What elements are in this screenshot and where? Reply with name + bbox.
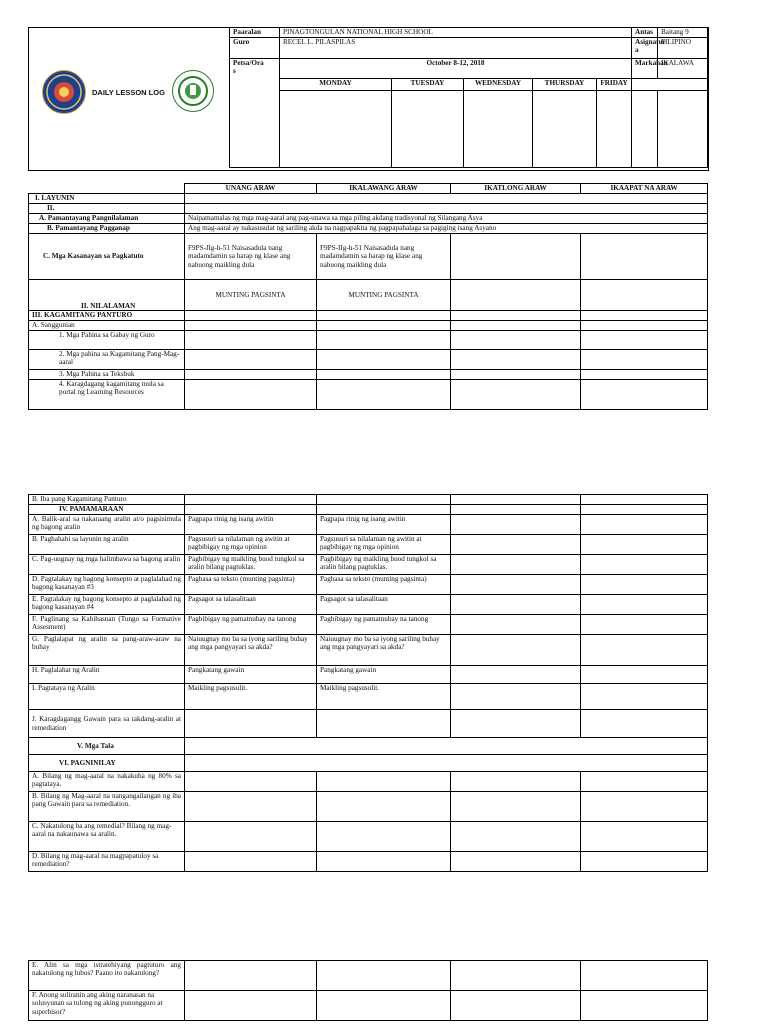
friday-cell: [597, 91, 632, 168]
markahan-label: Markahan: [632, 59, 658, 79]
procedure-row-day2: Maikling pagsusulit.: [317, 684, 451, 710]
procedure-row-label: D. Pagtalakay ng bagong konsepto at paglalahad ng bagong kasanayan #3: [29, 575, 185, 595]
reflection-row-label: E. Alin sa mga istratehiyang pagtuturo ang nakatulong ng lubos? Paano ito nakatulong?: [29, 961, 185, 991]
paaralan-label: Paaralan: [230, 28, 280, 38]
blank-cell: [632, 91, 658, 168]
procedure-row-day2: Pagpapa rinig ng isang awitin: [317, 515, 451, 535]
thursday-cell: [533, 91, 597, 168]
day-monday: MONDAY: [280, 79, 392, 91]
blank-cell: [29, 184, 185, 194]
gabay-label: 1. Mga Pahina sa Gabay ng Guro: [29, 331, 185, 350]
seal-icon: [43, 71, 85, 113]
procedure-row-day2: Pagbasa sa teksto (munting pagsinta): [317, 575, 451, 595]
procedure-row-day1: Naiuugnay mo ba sa iyong sariling buhay ang mga pangyayari sa akda?: [185, 635, 317, 666]
procedure-row-label: F. Paglinang sa Kabihasnan (Tungo sa Formative Assesment): [29, 615, 185, 635]
procedure-row-day2: Pangkatang gawain: [317, 666, 451, 684]
blank-cell: [185, 194, 708, 204]
kagamitang-heading: III. KAGAMITANG PANTURO: [29, 311, 185, 321]
monday-cell: [280, 91, 392, 168]
guro-value: RECEL L. PILASPILAS: [280, 38, 632, 59]
petsa-value: October 8-12, 2018: [280, 59, 632, 79]
blank-cell: [658, 91, 708, 168]
pamantayang-pangnilalaman-text: Naipamamalas ng mga mag-aaral ang pag-unawa sa mga piling akdang tradisyonal ng Silangang Asya: [185, 214, 708, 224]
asignatura-label: Asignatur a: [632, 38, 658, 59]
col-ikalawang-araw: IKALAWANG ARAW: [317, 184, 451, 194]
col-ikaapat-araw: IKAAPAT NA ARAW: [581, 184, 708, 194]
procedure-row-label: H. Paglalahat ng Aralin: [29, 666, 185, 684]
kasanayan-day2: F9PS-IIg-h-51 Naisasadula nang madamdamin sa harap ng klase ang nabuong maikling dula: [317, 234, 451, 280]
procedure-row-day2: Pagsusuri sa nilalaman ng awitin at pagbibigay ng mga opinion: [317, 535, 451, 555]
day-tuesday: TUESDAY: [392, 79, 464, 91]
mga-tala-heading: V. Mga Tala: [29, 738, 185, 755]
pamantayang-pagganap-text: Ang mag-aaral ay nakasusulat ng sariling akda na nagpapakita ng pagpapahalaga sa pagiging isang Asyano: [185, 224, 708, 234]
blank-cell: [632, 79, 708, 91]
reflection-continued-table: [28, 960, 708, 1021]
deped-seal-logo: [42, 70, 86, 114]
reflection-row-label: C. Nakatulong ba ang remedial? Bilang ng mag-aaral na nakaunawa sa aralin.: [29, 822, 185, 852]
col-ikatlong-araw: IKATLONG ARAW: [451, 184, 581, 194]
procedure-row-day1: Pagsusuri sa nilalaman ng awitin at pagbibigay ng mga opinion: [185, 535, 317, 555]
procedure-row-day1: Pagbasa sa teksto (munting pagsinta): [185, 575, 317, 595]
pagninilay-heading: VI. PAGNINILAY: [29, 755, 185, 772]
pamamaraan-heading: IV. PAMAMARAAN: [29, 505, 185, 515]
antas-label: Antas: [632, 28, 658, 38]
blank-cell: [451, 280, 581, 311]
procedure-row-day2: Pagbibigay ng maikling buod tungkol sa aralin bilang pagtuklas.: [317, 555, 451, 575]
blank-cell: [185, 204, 708, 214]
procedure-row-label: B. Paghahabi sa layunin ng aralin: [29, 535, 185, 555]
school-seal-icon: [173, 71, 213, 111]
procedure-row-day1: Pagsagot sa talasalitaan: [185, 595, 317, 615]
layunin-heading: I. LAYUNIN: [29, 194, 185, 204]
procedure-row-label: G. Paglalapat ng aralin sa pang-araw-araw na buhay: [29, 635, 185, 666]
procedure-row-day1: Pagbibigay ng maikling buod tungkol sa aralin bilang pagtuklas.: [185, 555, 317, 575]
procedure-row-label: I. Pagtataya ng Aralin: [29, 684, 185, 710]
lesson-objectives-table: [28, 183, 708, 410]
markahan-value: IKALAWA: [658, 59, 708, 79]
day-wednesday: WEDNESDAY: [464, 79, 533, 91]
procedure-row-label: C. Pag-uugnay ng mga halimbawa sa bagong aralin: [29, 555, 185, 575]
wednesday-cell: [464, 91, 533, 168]
reflection-row-label: B. Bilang ng Mag-aaral na nangangailangan ng iba pang Gawain para sa remediation.: [29, 792, 185, 822]
procedure-row-day1: Pangkatang gawain: [185, 666, 317, 684]
asignatura-value: FILIPINO: [658, 38, 708, 59]
procedure-row-day1: Pagbibigay ng pamatnubay na tanong: [185, 615, 317, 635]
sanggunian-label: A. Sanggunian: [29, 321, 185, 331]
header-info-table: [229, 27, 708, 168]
procedure-row-day1: [185, 710, 317, 738]
blank-cell: [581, 280, 708, 311]
pamantayang-pangnilalaman-label: A. Pamantayang Pangnilalaman: [29, 214, 185, 224]
procedure-row-day2: Pagsagot sa talasalitaan: [317, 595, 451, 615]
procedure-row-day2: Naiuugnay mo ba sa iyong sariling buhay ang mga pangyayari sa akda?: [317, 635, 451, 666]
procedure-row-day2: Pagbibigay ng pamatnubay na tanong: [317, 615, 451, 635]
procedure-row-day2: [317, 710, 451, 738]
karagdagang-label: 4. Karagdagang kagamitang mula sa portal ng Learning Resources: [29, 380, 185, 410]
petsa-label: Petsa/Ora s: [230, 59, 280, 168]
section-ii-heading: II.: [29, 204, 185, 214]
kagamitang-pang-label: 2. Mga pahina sa Kagamitang Pang-Mag-aaral: [29, 350, 185, 370]
col-unang-araw: UNANG ARAW: [185, 184, 317, 194]
procedure-row-label: J. Karagdagangg Gawain para sa takdang-aralin at remediation: [29, 710, 185, 738]
kasanayan-day1: F9PS-IIg-h-51 Naisasadula nang madamdamin sa harap ng klase ang nabuong maikling dula: [185, 234, 317, 280]
day-thursday: THURSDAY: [533, 79, 597, 91]
procedure-table: [28, 494, 708, 872]
pamantayang-pagganap-label: B. Pamantayang Pagganap: [29, 224, 185, 234]
blank-cell: [581, 234, 708, 280]
procedure-row-label: A. Balik-aral sa nakaraang aralin at/o pagsisimula ng bagong aralin: [29, 515, 185, 535]
day-friday: FRIDAY: [597, 79, 632, 91]
reflection-row-label: D. Bilang ng mag-aaral na magpapatuloy sa remediation?: [29, 852, 185, 872]
nilalaman-day2: MUNTING PAGSINTA: [317, 280, 451, 311]
kasanayan-label: C. Mga Kasanayan sa Pagkatuto: [29, 234, 185, 280]
document-title: DAILY LESSON LOG: [92, 88, 165, 97]
nilalaman-heading: II. NILALAMAN: [29, 280, 185, 311]
school-seal-logo: [172, 70, 214, 112]
antas-value: Baitang 9: [658, 28, 708, 38]
blank-cell: [451, 234, 581, 280]
nilalaman-day1: MUNTING PAGSINTA: [185, 280, 317, 311]
procedure-row-label: E. Pagtalakay ng bagong konsepto at paglalahad ng bagong kasanayan #4: [29, 595, 185, 615]
reflection-row-label: A. Bilang ng mag-aaral na nakakuha ng 80% sa pagtataya.: [29, 772, 185, 792]
procedure-row-day1: Pagpapa rinig ng isang awitin: [185, 515, 317, 535]
reflection-row-label: F. Anong suliranin ang aking naranasan na solusyunan sa tulong ng aking punongguro at superbisor?: [29, 991, 185, 1021]
teksbuk-label: 3. Mga Pahina sa Teksbuk: [29, 370, 185, 380]
guro-label: Guro: [230, 38, 280, 59]
iba-pang-label: B. Iba pang Kagamitang Panturo: [29, 495, 185, 505]
tuesday-cell: [392, 91, 464, 168]
procedure-row-day1: Maikling pagsusulit.: [185, 684, 317, 710]
paaralan-value: PINAGTONGULAN NATIONAL HIGH SCHOOL: [280, 28, 632, 38]
